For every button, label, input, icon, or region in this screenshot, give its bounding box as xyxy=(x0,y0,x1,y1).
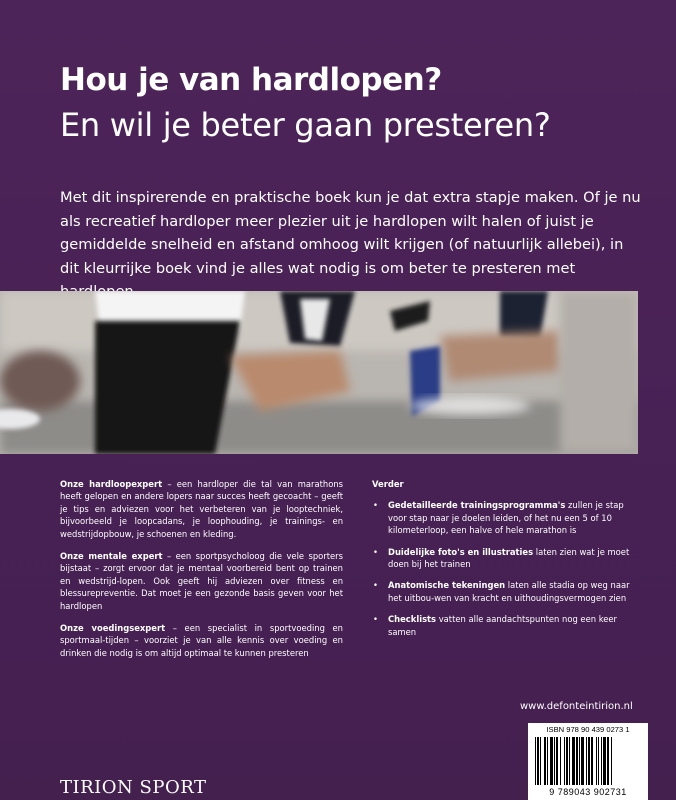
isbn-label: ISBN 978 90 439 0273 1 xyxy=(546,725,630,734)
expert-lead: Onze voedingsexpert xyxy=(60,623,166,634)
extras-heading: Verder xyxy=(372,479,404,489)
expert-paragraph xyxy=(60,478,343,540)
item-text: zullen je stap voor stap naar je doelen leiden, of het nu een 5 of 10 kilometerloop, een halve of hele marathon is xyxy=(388,500,624,536)
experts-column xyxy=(60,478,343,669)
item-lead: Duidelijke foto's en illustraties xyxy=(388,546,534,557)
item-lead: Checklists xyxy=(388,614,437,625)
runners-photo xyxy=(0,291,638,454)
item-text: laten alle stadia op weg naar het uitbou-wen van kracht en uithoudingsvermogen zien xyxy=(388,580,630,603)
website-link[interactable]: www.defonteintirion.nl xyxy=(520,701,633,712)
list-item xyxy=(372,546,638,571)
expert-lead: Onze mentale expert xyxy=(60,551,163,562)
list-item xyxy=(372,499,638,536)
bullet-icon: • xyxy=(373,614,378,625)
expert-paragraph xyxy=(60,550,343,612)
expert-text: – een specialist in sportvoeding en sportmaal-tijden – voorziet je van alle kennis over voeding en drinken die nodig is om altijd optimaal te kunnen presteren xyxy=(60,623,343,658)
bullet-icon: • xyxy=(373,580,378,591)
runners-illustration xyxy=(0,291,638,454)
item-text: laten zien wat je moet doen bij het trainen xyxy=(388,546,630,570)
barcode-digits: 9 789043 902731 xyxy=(549,787,627,797)
bullet-icon: • xyxy=(373,500,378,511)
expert-paragraph xyxy=(60,622,343,659)
extras-list xyxy=(372,499,638,638)
main-heading: Hou je van hardlopen? xyxy=(60,62,442,98)
expert-lead: Onze hardloopexpert xyxy=(60,479,163,489)
extras-column xyxy=(372,478,638,647)
list-item xyxy=(372,613,638,638)
sub-heading: En wil je beter gaan presteren? xyxy=(60,106,551,144)
list-item xyxy=(372,579,638,604)
bullet-icon: • xyxy=(373,546,378,557)
expert-text: – een hardloper die tal van marathons heeft gelopen en andere lopers naar succes heeft gecoacht – geeft je tips en adviezen voor het verbeteren van je looptechniek, bijvoorbeeld je loopcadans, je loophouding, je trainings- en wedstrijdopbouw, je schoenen en kleding. xyxy=(60,479,343,539)
intro-paragraph: Met dit inspirerende en praktische boek kun je dat extra stapje maken. Of je nu als recreatief hardloper meer plezier uit je hardlopen wilt halen of juist je gemiddelde snelheid en afstand omhoog wilt krijgen (of natuurlijk allebei), in dit kleurrijke boek vind je alles wat nodig is om beter te presteren met xyxy=(60,189,641,277)
expert-text: – een sportpsycholoog die vele sporters bijstaat – zorgt ervoor dat je mentaal voorbereid bent op trainen en wedstrijd-lopen. Ook geeft hij adviezen over fitness en blessurepreventie. Dat moet je een gezonde basis geven voor het hardlopen xyxy=(60,551,343,611)
publisher-logo: TIRION SPORT xyxy=(60,777,207,798)
item-text: vatten alle aandachtspunten nog een keer samen xyxy=(388,614,617,637)
item-lead: Gedetailleerde trainingsprogramma's xyxy=(388,500,566,511)
item-lead: Anatomische tekeningen xyxy=(388,580,506,591)
barcode-icon xyxy=(533,737,643,787)
isbn-barcode xyxy=(528,723,648,800)
